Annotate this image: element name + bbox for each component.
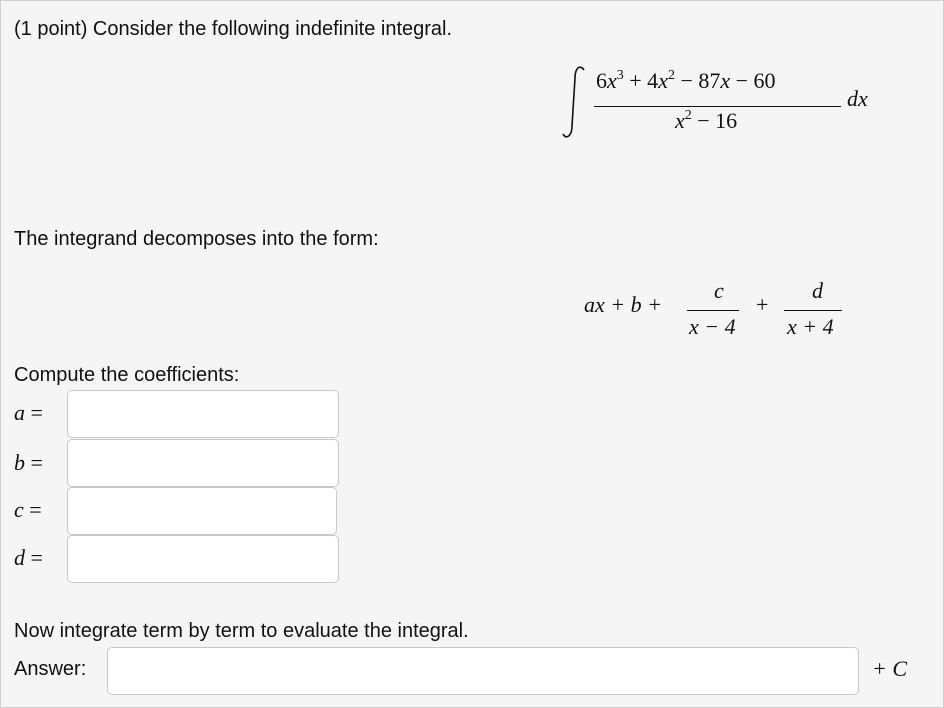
decomp-polynomial-part: ax + b +: [584, 292, 662, 317]
coefficient-d-label: d =: [14, 545, 43, 570]
integral-numerator: $6x^3 + 4x^2 - 87x - 60$: [596, 68, 776, 93]
differential: dx: [847, 86, 868, 111]
integrate-intro: Now integrate term by term to evaluate the integral.: [14, 620, 469, 642]
decomposition-form: [584, 278, 884, 348]
fraction-bar: [687, 310, 739, 311]
answer-input[interactable]: [107, 647, 859, 695]
decomp-plus: +: [756, 292, 769, 317]
integral-sign-icon: [560, 64, 590, 140]
integral-expression: [560, 60, 880, 150]
decomp-denominator-1: x − 4: [689, 314, 736, 339]
decomposition-intro: The integrand decomposes into the form:: [14, 228, 379, 250]
decomp-numerator-c: c: [714, 278, 724, 303]
decomp-numerator-d: d: [812, 278, 823, 303]
integral-denominator: $x^2 - 16$: [675, 108, 738, 133]
answer-label: Answer:: [14, 658, 87, 680]
coefficient-a-input[interactable]: [67, 390, 339, 438]
coefficient-c-input[interactable]: [67, 487, 337, 535]
coefficients-intro: Compute the coefficients:: [14, 364, 240, 386]
fraction-bar: [784, 310, 842, 311]
problem-header: (1 point) Consider the following indefinite integral.: [14, 18, 453, 40]
coefficient-c-label: c =: [14, 497, 42, 522]
integration-constant: + C: [872, 656, 908, 681]
fraction-bar: [594, 106, 841, 107]
coefficient-b-input[interactable]: [67, 439, 339, 487]
coefficient-b-label: b =: [14, 450, 43, 475]
coefficient-a-label: a =: [14, 400, 43, 425]
decomp-denominator-2: x + 4: [787, 314, 834, 339]
coefficient-d-input[interactable]: [67, 535, 339, 583]
